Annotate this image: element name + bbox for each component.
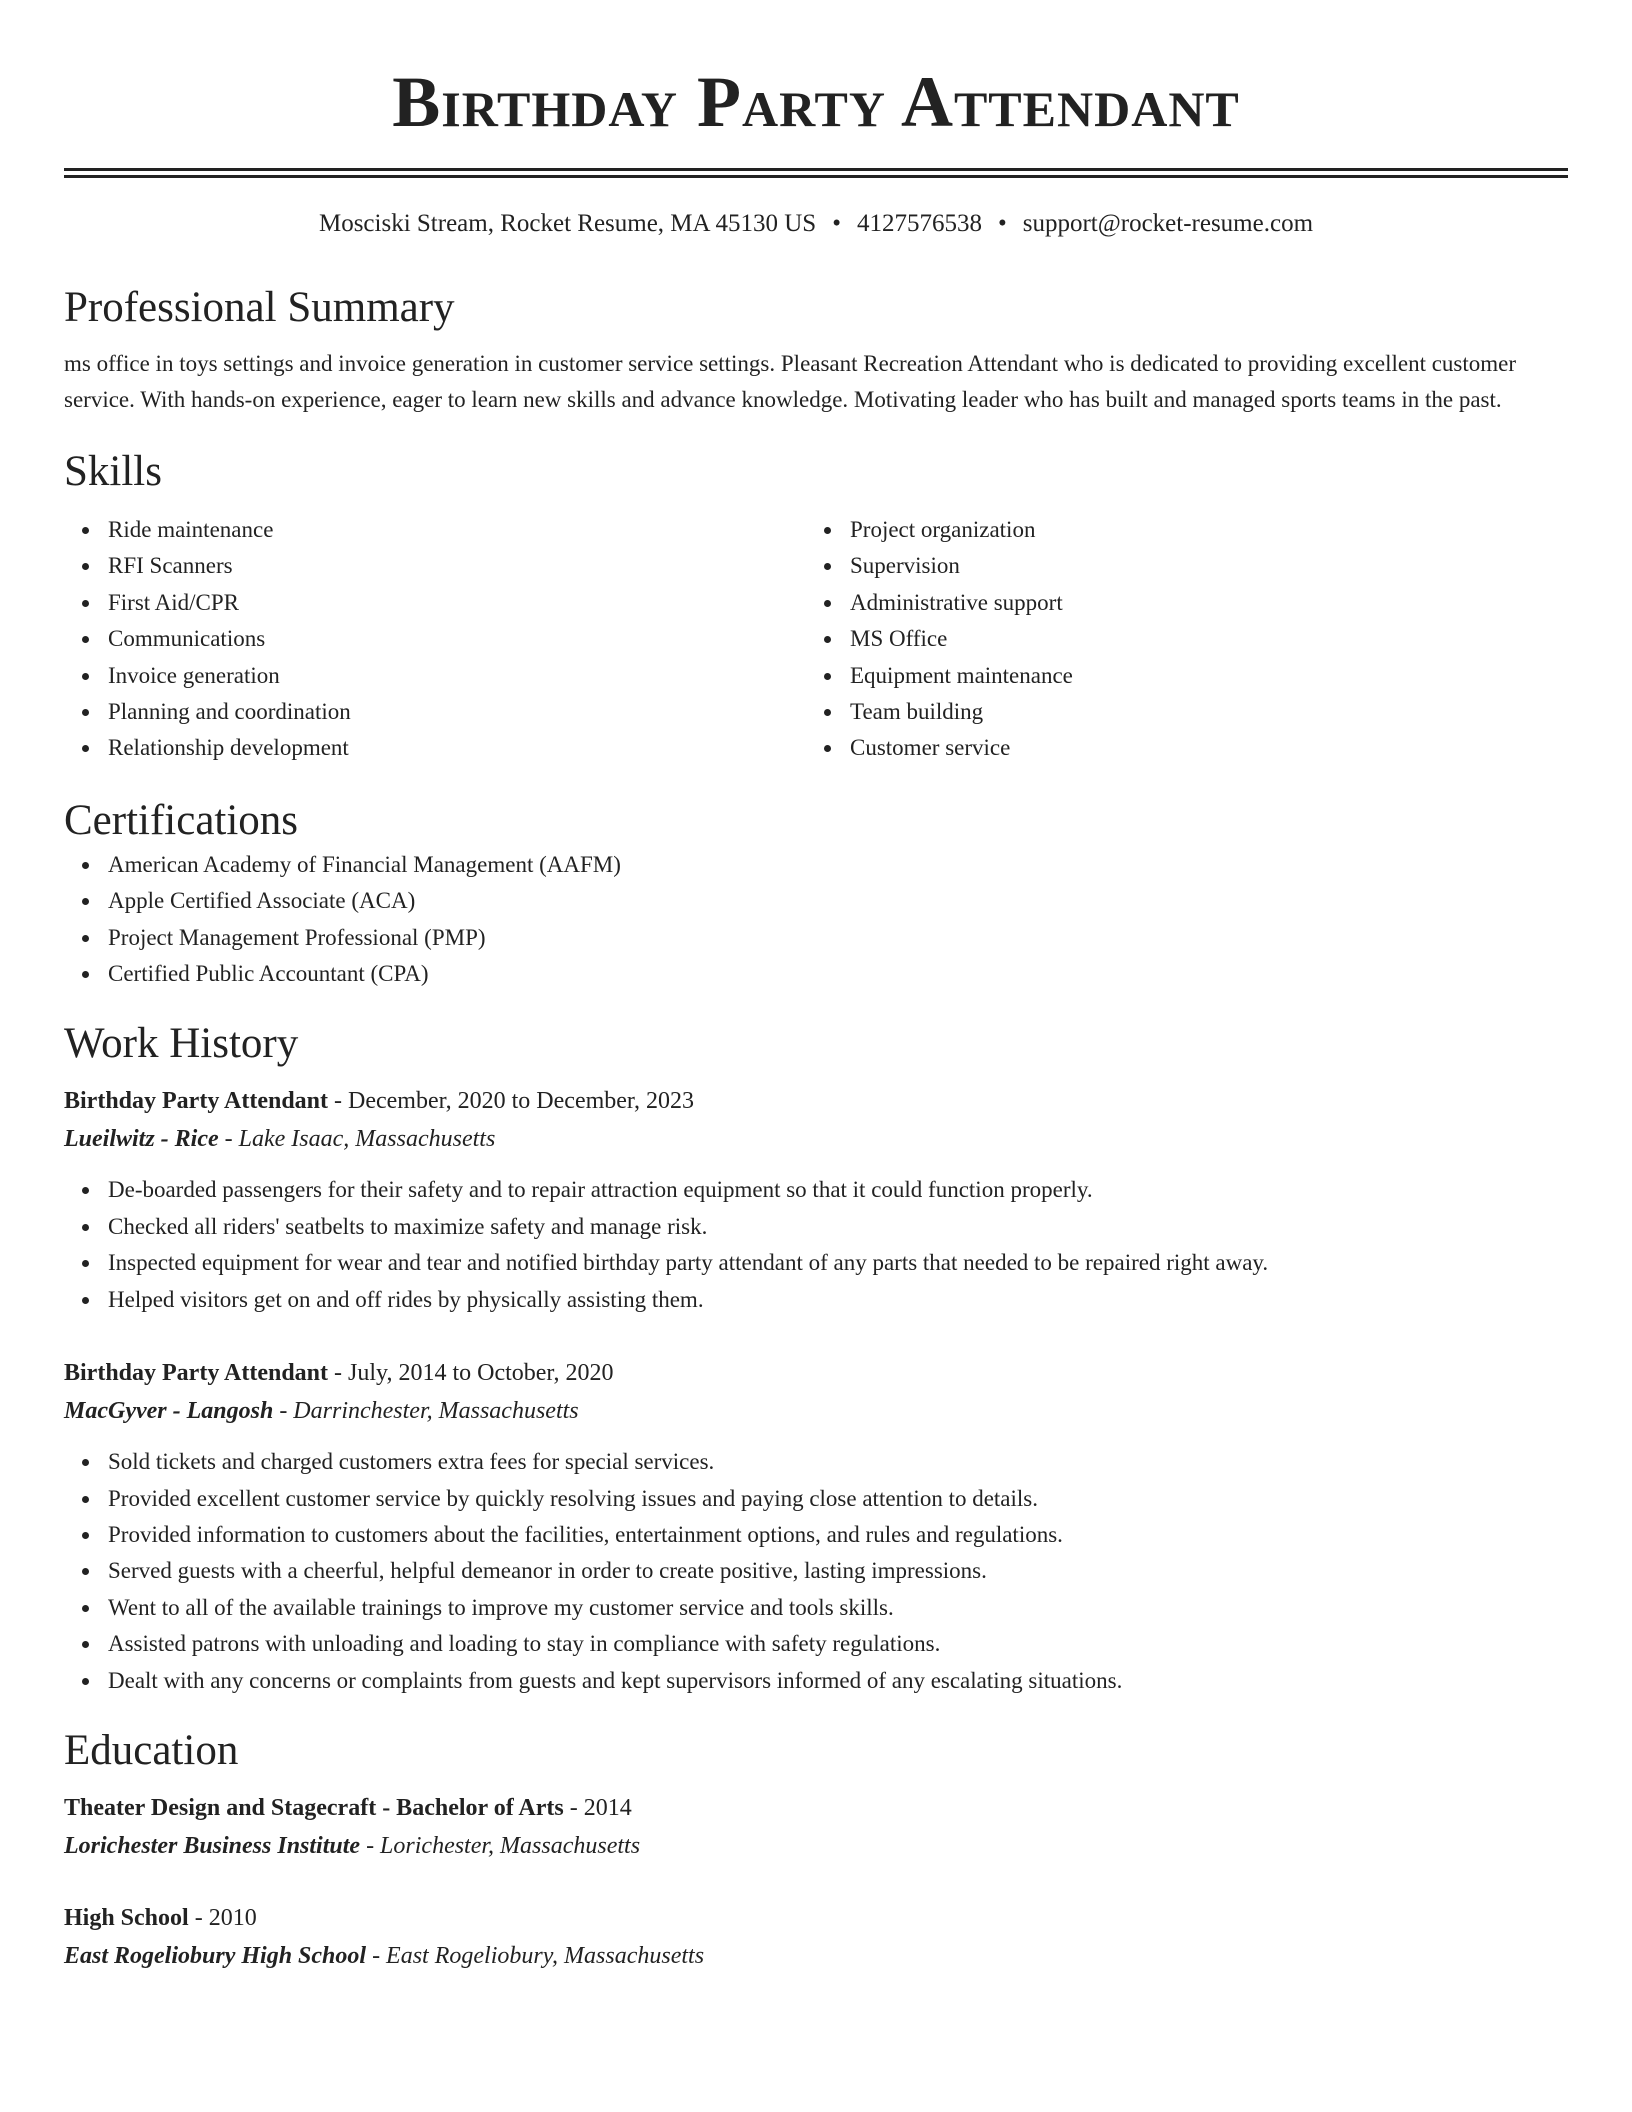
certification-item: American Academy of Financial Management (AAFM) <box>108 847 1568 883</box>
job-employer <box>64 1392 1568 1430</box>
resume-name: Birthday Party Attendant <box>392 62 1240 142</box>
job-dates: - July, 2014 to October, 2020 <box>328 1360 614 1387</box>
job-title: Birthday Party Attendant <box>64 1360 328 1387</box>
section-heading-certifications: Certifications <box>64 796 299 844</box>
education-degree: High School <box>64 1904 189 1931</box>
education-location: - East Rogeliobury, Massachusetts <box>366 1942 705 1969</box>
skill-item: Planning and coordination <box>108 694 806 730</box>
job-duty: Dealt with any concerns or complaints from guests and kept supervisors informed of any escalating situations. <box>108 1663 1568 1699</box>
education-year: - 2014 <box>563 1794 632 1821</box>
contact-line <box>64 208 1568 240</box>
section-heading-work-history: Work History <box>64 1020 299 1068</box>
job-duties-list <box>64 1172 1568 1318</box>
job-duties-list <box>64 1444 1568 1699</box>
skill-item: Administrative support <box>850 585 1548 621</box>
education-location: - Lorichester, Massachusetts <box>360 1832 641 1859</box>
job-entry <box>64 1354 1568 1699</box>
skill-item: Equipment maintenance <box>850 658 1548 694</box>
certification-item: Apple Certified Associate (ACA) <box>108 883 1568 919</box>
job-header <box>64 1354 1568 1392</box>
skills-columns <box>64 512 1568 767</box>
skill-item: First Aid/CPR <box>108 585 806 621</box>
job-duty: Inspected equipment for wear and tear and notified birthday party attendant of any parts that needed to be repaired right away. <box>108 1245 1568 1281</box>
job-company: Lueilwitz - Rice <box>64 1126 219 1153</box>
contact-email: support@rocket-resume.com <box>1022 210 1314 237</box>
job-duty: Provided information to customers about the facilities, entertainment options, and rules and regulations. <box>108 1517 1568 1553</box>
job-location: - Darrinchester, Massachusetts <box>273 1398 579 1425</box>
education-school: East Rogeliobury High School <box>64 1942 367 1969</box>
contact-address: Mosciski Stream, Rocket Resume, MA 45130 US <box>318 210 817 237</box>
skills-list-right <box>806 512 1548 767</box>
contact-separator: • <box>832 210 841 237</box>
section-heading-summary: Professional Summary <box>64 284 455 331</box>
certification-item: Certified Public Accountant (CPA) <box>108 956 1568 992</box>
job-duty: Provided excellent customer service by quickly resolving issues and paying close attention to details. <box>108 1481 1568 1517</box>
skill-item: Invoice generation <box>108 658 806 694</box>
education-school: Lorichester Business Institute <box>64 1832 361 1859</box>
skill-item: RFI Scanners <box>108 548 806 584</box>
job-duty: Served guests with a cheerful, helpful demeanor in order to create positive, lasting impressions. <box>108 1553 1568 1589</box>
job-duty: Helped visitors get on and off rides by physically assisting them. <box>108 1282 1568 1318</box>
job-header <box>64 1082 1568 1120</box>
skill-item: Relationship development <box>108 730 806 766</box>
section-heading-education: Education <box>64 1726 239 1774</box>
job-entry <box>64 1082 1568 1318</box>
job-title: Birthday Party Attendant <box>64 1088 328 1115</box>
job-duty: Checked all riders' seatbelts to maximize safety and manage risk. <box>108 1209 1568 1245</box>
certifications-list <box>64 847 1568 993</box>
contact-separator: • <box>997 210 1007 237</box>
skill-item: Team building <box>850 694 1548 730</box>
job-dates: - December, 2020 to December, 2023 <box>328 1088 694 1115</box>
skill-item: Customer service <box>850 730 1548 766</box>
summary-text: ms office in toys settings and invoice generation in customer service settings. Pleasant Recreation Attendant who is dedicated to providing excellent customer service. With hands-on experience, eager to learn new skills and advance knowledge. Motivating leader who has built and managed sports teams in the past. <box>64 351 1517 412</box>
job-duty: De-boarded passengers for their safety and to repair attraction equipment so that it could function properly. <box>108 1172 1568 1208</box>
education-header <box>64 1789 1568 1827</box>
job-duty: Sold tickets and charged customers extra fees for special services. <box>108 1444 1568 1480</box>
education-entry <box>64 1899 1568 1975</box>
skill-item: Ride maintenance <box>108 512 806 548</box>
header-double-rule <box>64 168 1568 178</box>
section-heading-skills: Skills <box>64 448 162 495</box>
skill-item: Communications <box>108 621 806 657</box>
contact-phone: 4127576538 <box>856 210 982 237</box>
education-entry <box>64 1789 1568 1865</box>
job-location: - Lake Isaac, Massachusetts <box>218 1126 496 1153</box>
skill-item: Supervision <box>850 548 1548 584</box>
education-year: - 2010 <box>188 1904 257 1931</box>
job-duty: Went to all of the available trainings to improve my customer service and tools skills. <box>108 1590 1568 1626</box>
education-institution <box>64 1937 1568 1975</box>
job-duty: Assisted patrons with unloading and loading to stay in compliance with safety regulations. <box>108 1626 1568 1662</box>
job-employer <box>64 1120 1568 1158</box>
job-company: MacGyver - Langosh <box>64 1398 274 1425</box>
education-institution <box>64 1827 1568 1865</box>
education-header <box>64 1899 1568 1937</box>
skills-list-left <box>64 512 806 767</box>
certification-item: Project Management Professional (PMP) <box>108 920 1568 956</box>
skill-item: MS Office <box>850 621 1548 657</box>
education-degree: Theater Design and Stagecraft - Bachelor of Arts <box>64 1794 564 1821</box>
skill-item: Project organization <box>850 512 1548 548</box>
